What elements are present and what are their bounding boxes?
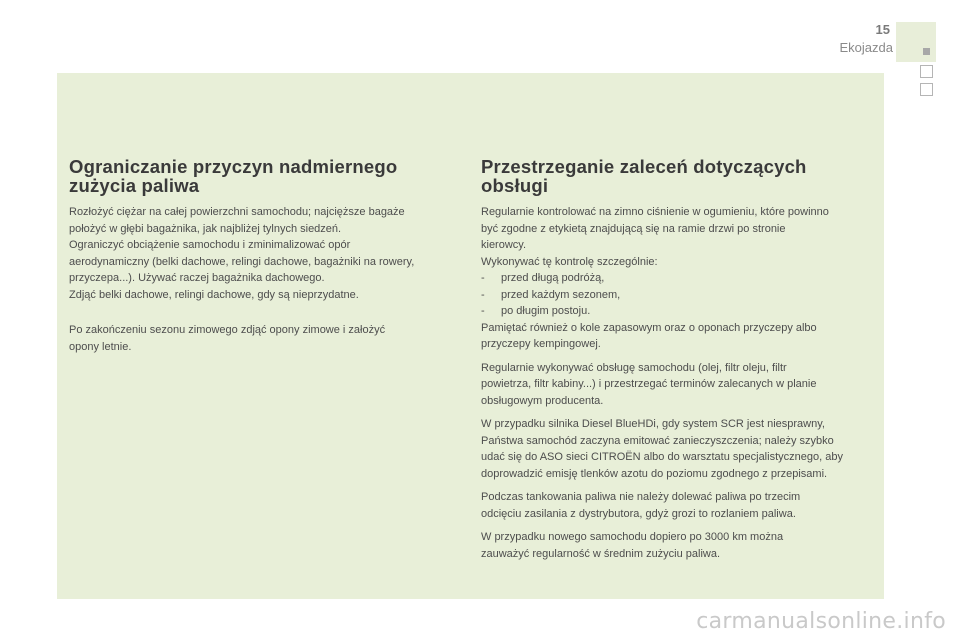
list-item: - przed każdym sezonem, [481,288,621,301]
side-tab [896,22,936,62]
right-heading: Przestrzeganie zaleceń dotyczących obsługi [481,156,807,196]
content-panel [57,73,884,599]
watermark: carmanualsonline.info [696,609,946,634]
page-number: 15 [875,22,890,37]
right-column [481,157,879,562]
list-item: - przed długą podróżą, [481,272,605,284]
left-heading: Ograniczanie przyczyn nadmiernego zużycia paliwa [69,156,398,196]
left-paragraph-1: Rozłożyć ciężar na całej powierzchni samochodu; najcięższe bagaże położyć w głębi bagażnika, jak najbliżej tylnych siedzeń. Ograniczyć obciążenie samochodu i zminimalizować opór aerodynamiczny (belki dachowe, relingi dachowe, bagażniki na rowery, przyczepa...). Używać raczej bagażnika dachowego. Zdjąć belki dachowe, relingi dachowe, gdy są nieprzydatne. [69,206,415,301]
right-paragraph-1: Regularnie kontrolować na zimno ciśnienie w ogumieniu, które powinno być zgodne z etykietą znajdującą się na ramie drzwi po stronie kierowcy. Wykonywać tę kontrolę szczególnie: [481,206,829,268]
section-marker-filled-icon [923,48,930,55]
left-column [69,157,464,355]
right-paragraph-4: Podczas tankowania paliwa nie należy dolewać paliwa po trzecim odcięciu zasilania z dystrybutora, gdyż grozi to rozlaniem paliwa. [481,491,801,520]
list-item: - po długim postoju. [481,305,591,317]
section-name: Ekojazda [839,40,893,55]
right-paragraph-5: W przypadku nowego samochodu dopiero po 3000 km można zauważyć regularność w średnim zużyciu paliwa. [481,531,784,560]
section-marker-empty-icon [920,65,933,78]
right-paragraph-1-end: Pamiętać również o kole zapasowym oraz o oponach przyczepy albo przyczepy kempingowej. [481,321,817,350]
section-marker-empty-icon [920,83,933,96]
right-paragraph-2: Regularnie wykonywać obsługę samochodu (olej, filtr oleju, filtr powietrza, filtr kabiny...) i przestrzegać terminów zalecanych w planie obsługowym producenta. [481,361,817,407]
left-paragraph-2: Po zakończeniu sezonu zimowego zdjąć opony zimowe i założyć opony letnie. [69,324,386,353]
right-paragraph-3: W przypadku silnika Diesel BlueHDi, gdy system SCR jest niesprawny, Państwa samochód zaczyna emitować zanieczyszczenia; należy szybko udać się do ASO sieci CITROËN albo do warsztatu specjalistycznego, aby doprowadzić emisję tlenków azotu do poziomu zgodnego z przepisami. [481,418,843,480]
check-list [481,270,879,320]
